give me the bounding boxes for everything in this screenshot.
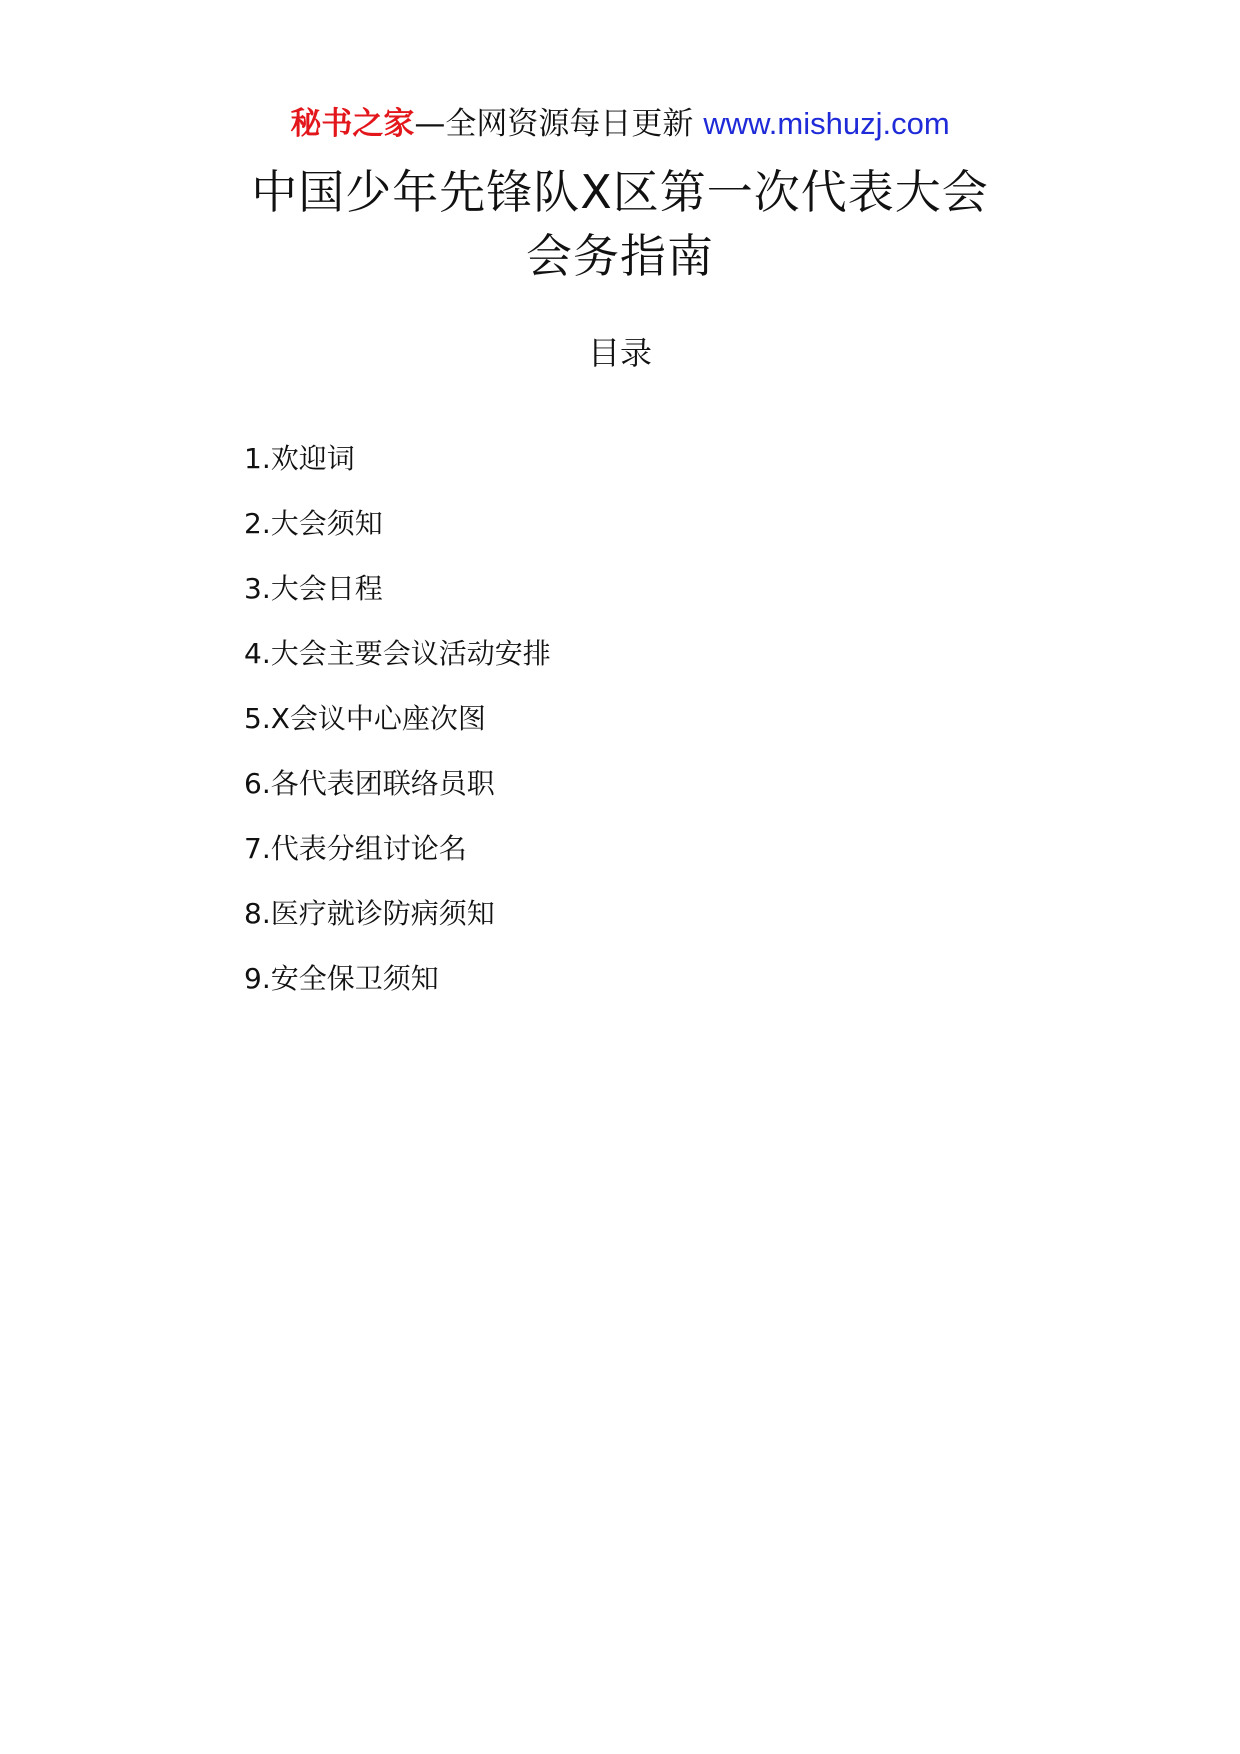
toc-item-liaison: 6.各代表团联络员职 bbox=[244, 767, 495, 800]
toc-item-welcome: 1.欢迎词 bbox=[244, 442, 355, 475]
toc-item-medical: 8.医疗就诊防病须知 bbox=[244, 897, 495, 930]
toc-item-group-discussion: 7.代表分组讨论名 bbox=[244, 832, 467, 865]
toc-item-seating-chart: 5.X会议中心座次图 bbox=[244, 702, 486, 735]
brand-name: 秘书之家 bbox=[290, 106, 415, 142]
toc-heading: 目录 bbox=[587, 334, 652, 372]
document-subtitle: 会务指南 bbox=[526, 229, 714, 283]
toc-item-activities: 4.大会主要会议活动安排 bbox=[244, 637, 551, 670]
toc-item-schedule: 3.大会日程 bbox=[244, 572, 383, 605]
website-link[interactable]: www.mishuzj.com bbox=[703, 106, 950, 141]
toc-item-notice: 2.大会须知 bbox=[244, 507, 383, 540]
table-of-contents bbox=[244, 426, 551, 1011]
banner-tagline: —全网资源每日更新 bbox=[414, 106, 694, 142]
header-banner bbox=[0, 100, 1240, 148]
toc-item-security: 9.安全保卫须知 bbox=[244, 962, 439, 995]
document-title: 中国少年先锋队X区第一次代表大会 bbox=[251, 165, 989, 219]
